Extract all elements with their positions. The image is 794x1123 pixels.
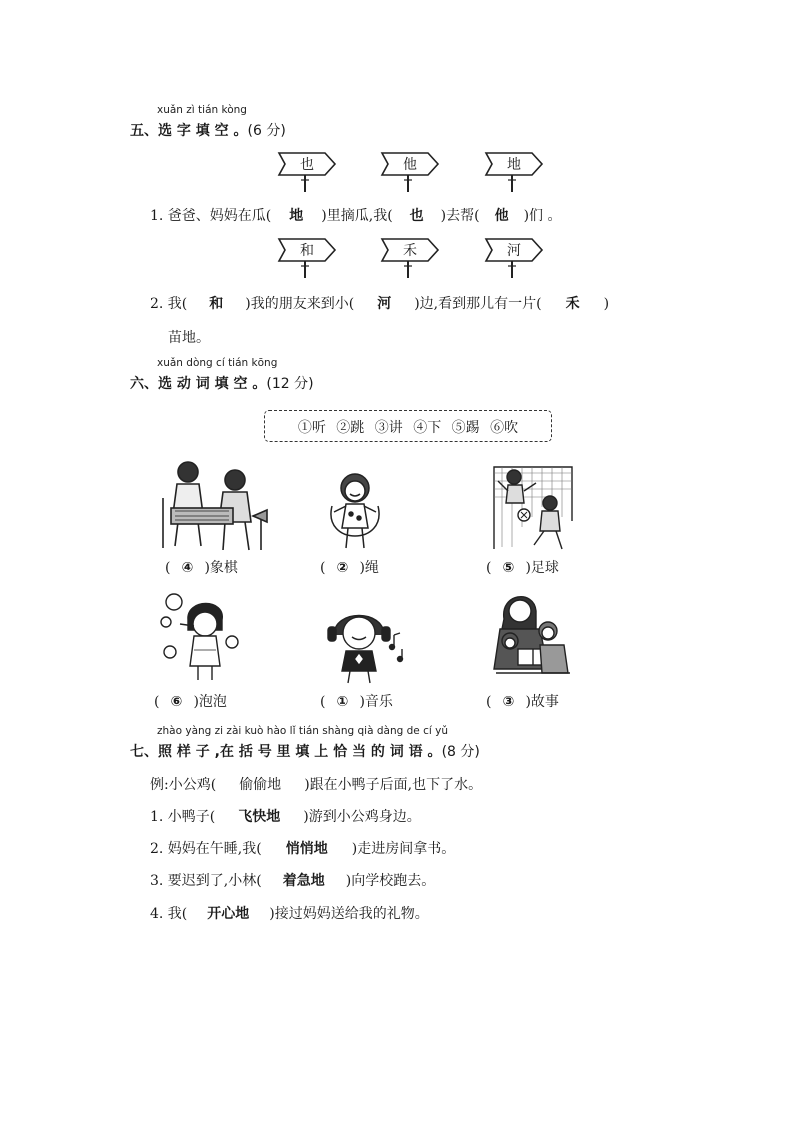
signpost-3 <box>484 150 546 194</box>
item-1-answer: 飞快地 <box>238 809 281 825</box>
q2-answer-2: 河 <box>377 296 392 312</box>
section6-score: (12 分) <box>266 376 314 392</box>
signpost-1 <box>277 150 339 194</box>
q1-answer-2: 也 <box>409 208 424 224</box>
verb-answer-3: ⑤ <box>502 560 515 576</box>
verb-answer-1: ④ <box>181 560 194 576</box>
chess-players-illustration <box>153 458 271 554</box>
q1-text-4: )们 。 <box>523 208 562 224</box>
section6-title: 六、选 动 词 填 空 。 <box>130 376 267 392</box>
verb-item-1: ( ④ )象棋 <box>165 560 238 576</box>
q2-text-1: 2. 我( <box>150 296 188 312</box>
item-2-answer: 悄悄地 <box>285 841 328 857</box>
signpost-4 <box>277 236 339 280</box>
example-text-2: )跟在小鸭子后面,也下了水。 <box>304 777 483 793</box>
verb-item-2-text: )绳 <box>359 560 379 576</box>
music-girl-illustration <box>322 605 412 685</box>
signpost-char: 河 <box>507 243 521 259</box>
example-text-1: 例:小公鸡( <box>150 777 217 793</box>
q2-text-2: )我的朋友来到小( <box>245 296 355 312</box>
item-1-text-1: 1. 小鸭子( <box>150 809 216 825</box>
section5-title: 五、选 字 填 空 。 <box>130 123 248 139</box>
section7-item-1 <box>150 806 421 826</box>
q1-answer-3: 他 <box>494 208 509 224</box>
q2-answer-3: 禾 <box>565 296 580 312</box>
item-1-text-2: )游到小公鸡身边。 <box>303 809 421 825</box>
q1-answer-1: 地 <box>289 208 304 224</box>
section5-pinyin: xuǎn zì tián kòng <box>157 104 247 116</box>
verb-item-4-text: )泡泡 <box>193 694 227 710</box>
jump-rope-girl-illustration <box>326 466 384 554</box>
example-answer: 偷偷地 <box>239 777 282 793</box>
signpost-5 <box>380 236 442 280</box>
verb-answer-4: ⑥ <box>170 694 183 710</box>
section7-heading <box>130 741 480 761</box>
item-4-text-2: )接过妈妈送给我的礼物。 <box>269 906 429 922</box>
verb-options: ①听 ②跳 ③讲 ④下 ⑤踢 ⑥吹 <box>297 420 519 436</box>
bubble-girl-illustration <box>160 590 240 684</box>
q1-text-2: )里摘瓜,我( <box>321 208 393 224</box>
section7-score: (8 分) <box>441 744 480 760</box>
section7-item-3 <box>150 870 435 890</box>
item-3-text-1: 3. 要迟到了,小林( <box>150 873 262 889</box>
signpost-char: 也 <box>300 157 314 173</box>
item-2-text-1: 2. 妈妈在午睡,我( <box>150 841 262 857</box>
verb-answer-6: ③ <box>502 694 515 710</box>
verb-answer-5: ① <box>336 694 349 710</box>
signpost-2 <box>380 150 442 194</box>
q1-text-1: 1. 爸爸、妈妈在瓜( <box>150 208 272 224</box>
football-players-illustration <box>490 461 576 553</box>
section5-question-2 <box>150 293 609 313</box>
item-4-text-1: 4. 我( <box>150 906 188 922</box>
item-3-text-2: )向学校跑去。 <box>345 873 436 889</box>
verb-answer-2: ② <box>336 560 349 576</box>
verb-item-6: ( ③ )故事 <box>486 694 559 710</box>
q1-text-3: )去帮( <box>440 208 480 224</box>
verb-item-2: ( ② )绳 <box>320 560 379 576</box>
section6-heading <box>130 373 314 393</box>
verb-item-4: ( ⑥ )泡泡 <box>154 694 227 710</box>
section5-score: (6 分) <box>247 123 286 139</box>
q2-answer-1: 和 <box>209 296 224 312</box>
item-4-answer: 开心地 <box>207 906 250 922</box>
section5-question-1 <box>150 205 562 225</box>
signpost-char: 和 <box>300 243 314 259</box>
section7-item-2 <box>150 838 455 858</box>
verb-options-box <box>264 410 552 442</box>
verb-item-1-text: )象棋 <box>204 560 238 576</box>
signpost-char: 他 <box>403 157 417 173</box>
item-3-answer: 着急地 <box>282 873 325 889</box>
section5-question-2-continued: 苗地。 <box>168 330 210 346</box>
section5-heading <box>130 120 286 140</box>
section7-title: 七、照 样 子 ,在 括 号 里 填 上 恰 当 的 词 语 。 <box>130 744 442 760</box>
section6-pinyin: xuǎn dòng cí tián kōng <box>157 357 278 369</box>
q2-text-3: )边,看到那儿有一片( <box>414 296 542 312</box>
q2-text-4: ) <box>603 296 610 312</box>
verb-item-6-text: )故事 <box>525 694 559 710</box>
section7-example <box>150 774 482 794</box>
verb-item-3-text: )足球 <box>525 560 559 576</box>
section7-pinyin: zhào yàng zi zài kuò hào lǐ tián shàng qià dàng de cí yǔ <box>157 725 448 737</box>
item-2-text-2: )走进房间拿书。 <box>351 841 456 857</box>
verb-item-3: ( ⑤ )足球 <box>486 560 559 576</box>
signpost-6 <box>484 236 546 280</box>
section7-item-4 <box>150 903 429 923</box>
signpost-char: 地 <box>507 157 521 173</box>
verb-item-5: ( ① )音乐 <box>320 694 393 710</box>
storytelling-illustration <box>490 589 576 685</box>
verb-item-5-text: )音乐 <box>359 694 393 710</box>
signpost-char: 禾 <box>403 243 417 259</box>
